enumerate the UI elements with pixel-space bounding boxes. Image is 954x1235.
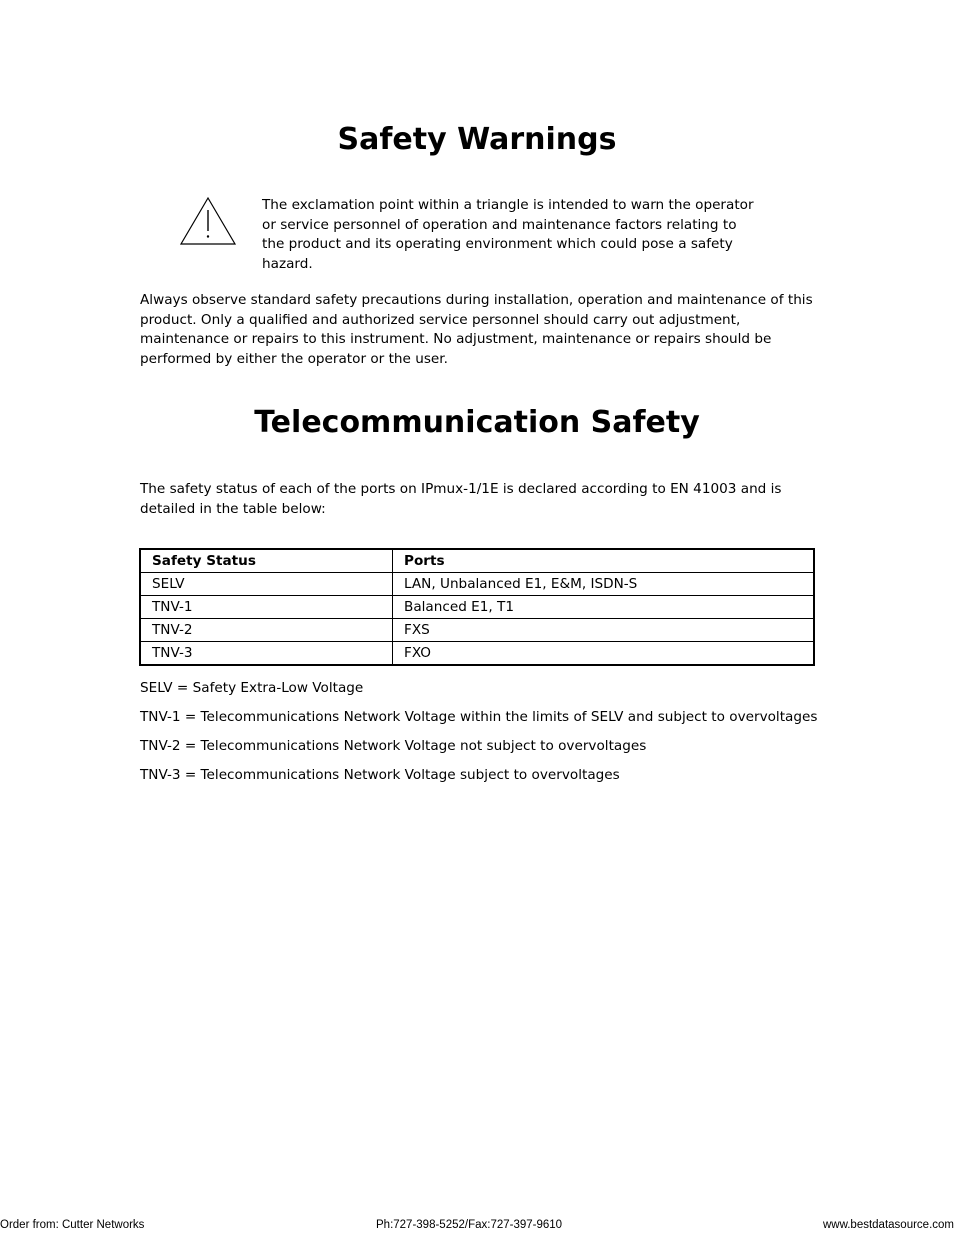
cell-ports: FXS	[393, 619, 815, 642]
legend-line-tnv-3: TNV-3 = Telecommunications Network Voltage subject to overvoltages	[140, 767, 620, 783]
safety-status-table	[139, 548, 815, 666]
table-row	[140, 642, 814, 666]
telecommunication-safety-heading: Telecommunication Safety	[254, 405, 700, 440]
warning-triangle-icon	[178, 195, 238, 247]
legend-line-tnv-2: TNV-2 = Telecommunications Network Voltage not subject to overvoltages	[140, 738, 647, 754]
legend-line-selv: SELV = Safety Extra-Low Voltage	[140, 680, 364, 696]
header-safety-status: Safety Status	[140, 549, 393, 573]
safety-precautions-paragraph: Always observe standard safety precautions during installation, operation and maintenance of this product. Only a qualified and authorized service personnel should carry out adjustment, maintenance or repairs to this instrument. No adjustment, maintenance or repairs should be performed by either the operator or the user.	[140, 292, 813, 367]
footer-phone-fax: Ph:727-398-5252/Fax:727-397-9610	[376, 1219, 563, 1231]
cell-safety-status: TNV-2	[140, 619, 393, 642]
warning-explanation-text: The exclamation point within a triangle is intended to warn the operator or service personnel of operation and maintenance factors relating to the product and its operating environment which could pose a safety hazard.	[262, 197, 754, 272]
footer-order-from: Order from: Cutter Networks	[0, 1219, 145, 1231]
table-header-row	[140, 549, 814, 573]
cell-ports: FXO	[393, 642, 815, 666]
table-row	[140, 596, 814, 619]
legend-line-tnv-1: TNV-1 = Telecommunications Network Voltage within the limits of SELV and subject to overvoltages	[140, 709, 818, 725]
header-ports: Ports	[393, 549, 815, 573]
safety-warnings-heading: Safety Warnings	[337, 122, 617, 157]
safety-status-paragraph: The safety status of each of the ports on IPmux-1/1E is declared according to EN 41003 and is detailed in the table below:	[140, 481, 782, 517]
cell-ports: LAN, Unbalanced E1, E&M, ISDN-S	[393, 573, 815, 596]
footer-website: www.bestdatasource.com	[822, 1219, 954, 1231]
cell-safety-status: TNV-3	[140, 642, 393, 666]
cell-safety-status: SELV	[140, 573, 393, 596]
cell-safety-status: TNV-1	[140, 596, 393, 619]
cell-ports: Balanced E1, T1	[393, 596, 815, 619]
table-row	[140, 619, 814, 642]
table-row	[140, 573, 814, 596]
